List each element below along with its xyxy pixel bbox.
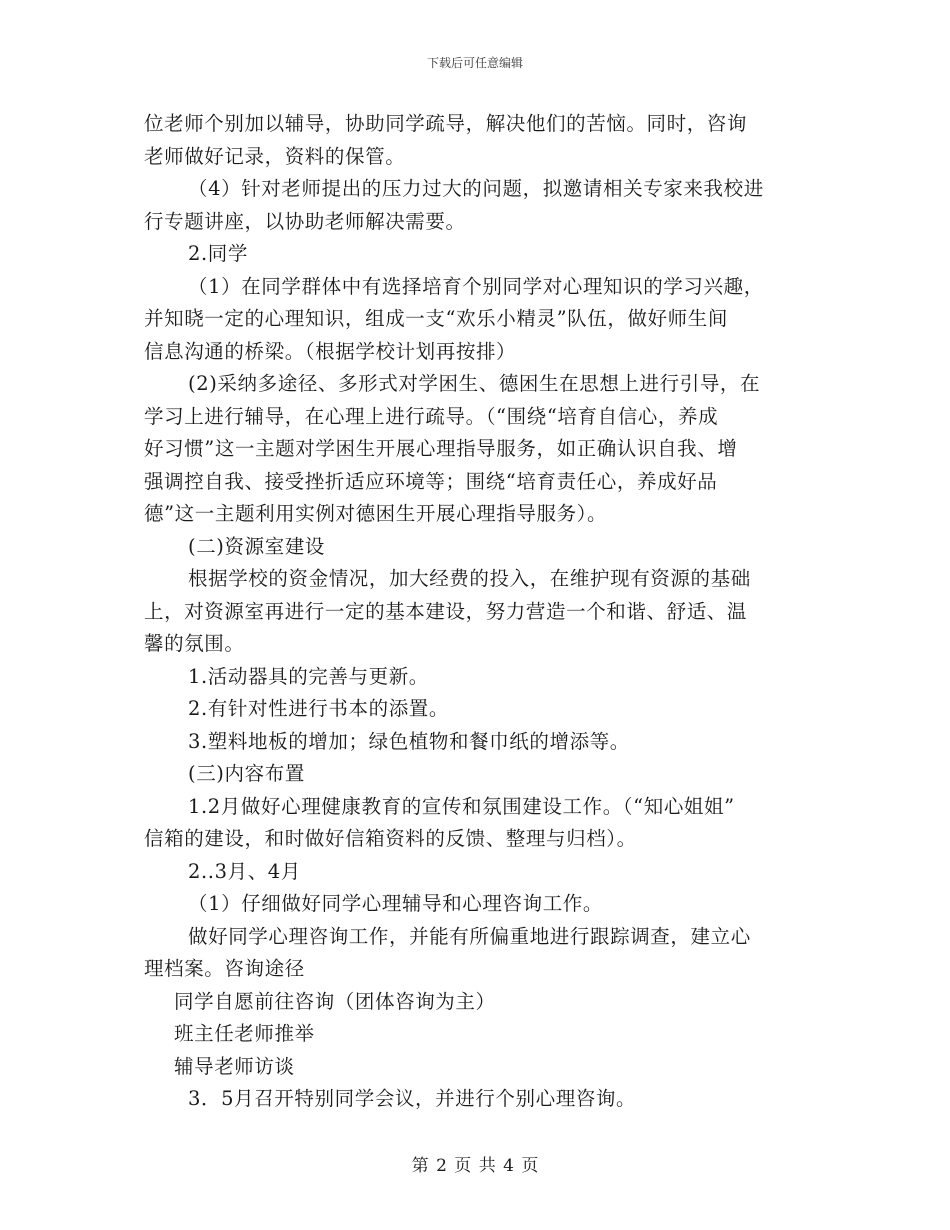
paragraph-line: (2)采纳多途径、多形式对学困生、德困生在思想上进行引导，在 [188, 372, 761, 395]
paragraph-line: 位老师个别加以辅导，协助同学疏导，解决他们的苦恼。同时，咨询 [144, 112, 748, 135]
paragraph-line: 德”这一主题利用实例对德困生开展心理指导服务）。 [144, 502, 608, 525]
paragraph-line: 做好同学心理咨询工作，并能有所偏重地进行跟踪调查，建立心 [188, 924, 751, 948]
list-item: 3.塑料地板的增加；绿色植物和餐巾纸的增添等。 [188, 729, 630, 753]
paragraph-line: 老师做好记录，资料的保管。 [144, 144, 406, 168]
paragraph-line: 3．5月召开特别同学会议，并进行个别心理咨询。 [188, 1087, 637, 1110]
paragraph-line: 理档案。咨询途径 [144, 957, 305, 980]
page-header: 下载后可任意编辑 [426, 56, 523, 70]
section-heading: 2.同学 [188, 242, 249, 265]
section-heading: (三)内容布置 [188, 762, 305, 785]
list-item: 2.有针对性进行书本的添置。 [188, 697, 450, 720]
list-item: 辅导老师访谈 [174, 1054, 295, 1078]
paragraph-line: （1）在同学群体中有选择培育个别同学对心理知识的学习兴趣， [188, 274, 764, 298]
paragraph-line: 学习上进行辅导，在心理上进行疏导。（“围绕“培育自信心，养成 [144, 404, 719, 428]
page-number: 第 2 页 共 4 页 [411, 1156, 539, 1176]
list-item: 班主任老师推举 [174, 1022, 315, 1045]
paragraph-line: 根据学校的资金情况，加大经费的投入，在维护现有资源的基础 [188, 567, 751, 590]
paragraph-line: 1.2月做好心理健康教育的宣传和氛围建设工作。（“知心姐姐” [188, 794, 735, 818]
paragraph-line: （1）仔细做好同学心理辅导和心理咨询工作。 [188, 892, 604, 915]
paragraph-line: 信箱的建设，和时做好信箱资料的反馈、整理与归档）。 [144, 827, 637, 850]
paragraph-line: 强调控自我、接受挫折适应环境等；围绕“培育责任心，养成好品 [144, 469, 718, 493]
paragraph-line: 行专题讲座，以协助老师解决需要。 [144, 209, 466, 233]
section-heading: (二)资源室建设 [188, 534, 326, 558]
document-body [144, 108, 814, 1116]
paragraph-line: （4）针对老师提出的压力过大的问题，拟邀请相关专家来我校进 [188, 177, 764, 200]
paragraph-line: 上，对资源室再进行一定的基本建设，努力营造一个和谐、舒适、温 [144, 599, 748, 623]
paragraph-line: 馨的氛围。 [144, 632, 245, 655]
paragraph-line: 好习惯”这一主题对学困生开展心理指导服务，如正确认识自我、增 [144, 437, 738, 460]
paragraph-line: 信息沟通的桥梁。（根据学校计划再按排） [144, 339, 517, 363]
list-item: 同学自愿前往咨询（团体咨询为主） [174, 989, 496, 1013]
list-item: 1.活动器具的完善与更新。 [188, 664, 429, 688]
section-heading: 2..3月、4月 [188, 859, 301, 883]
paragraph-line: 并知晓一定的心理知识，组成一支“欢乐小精灵”队伍，做好师生间 [144, 307, 728, 330]
